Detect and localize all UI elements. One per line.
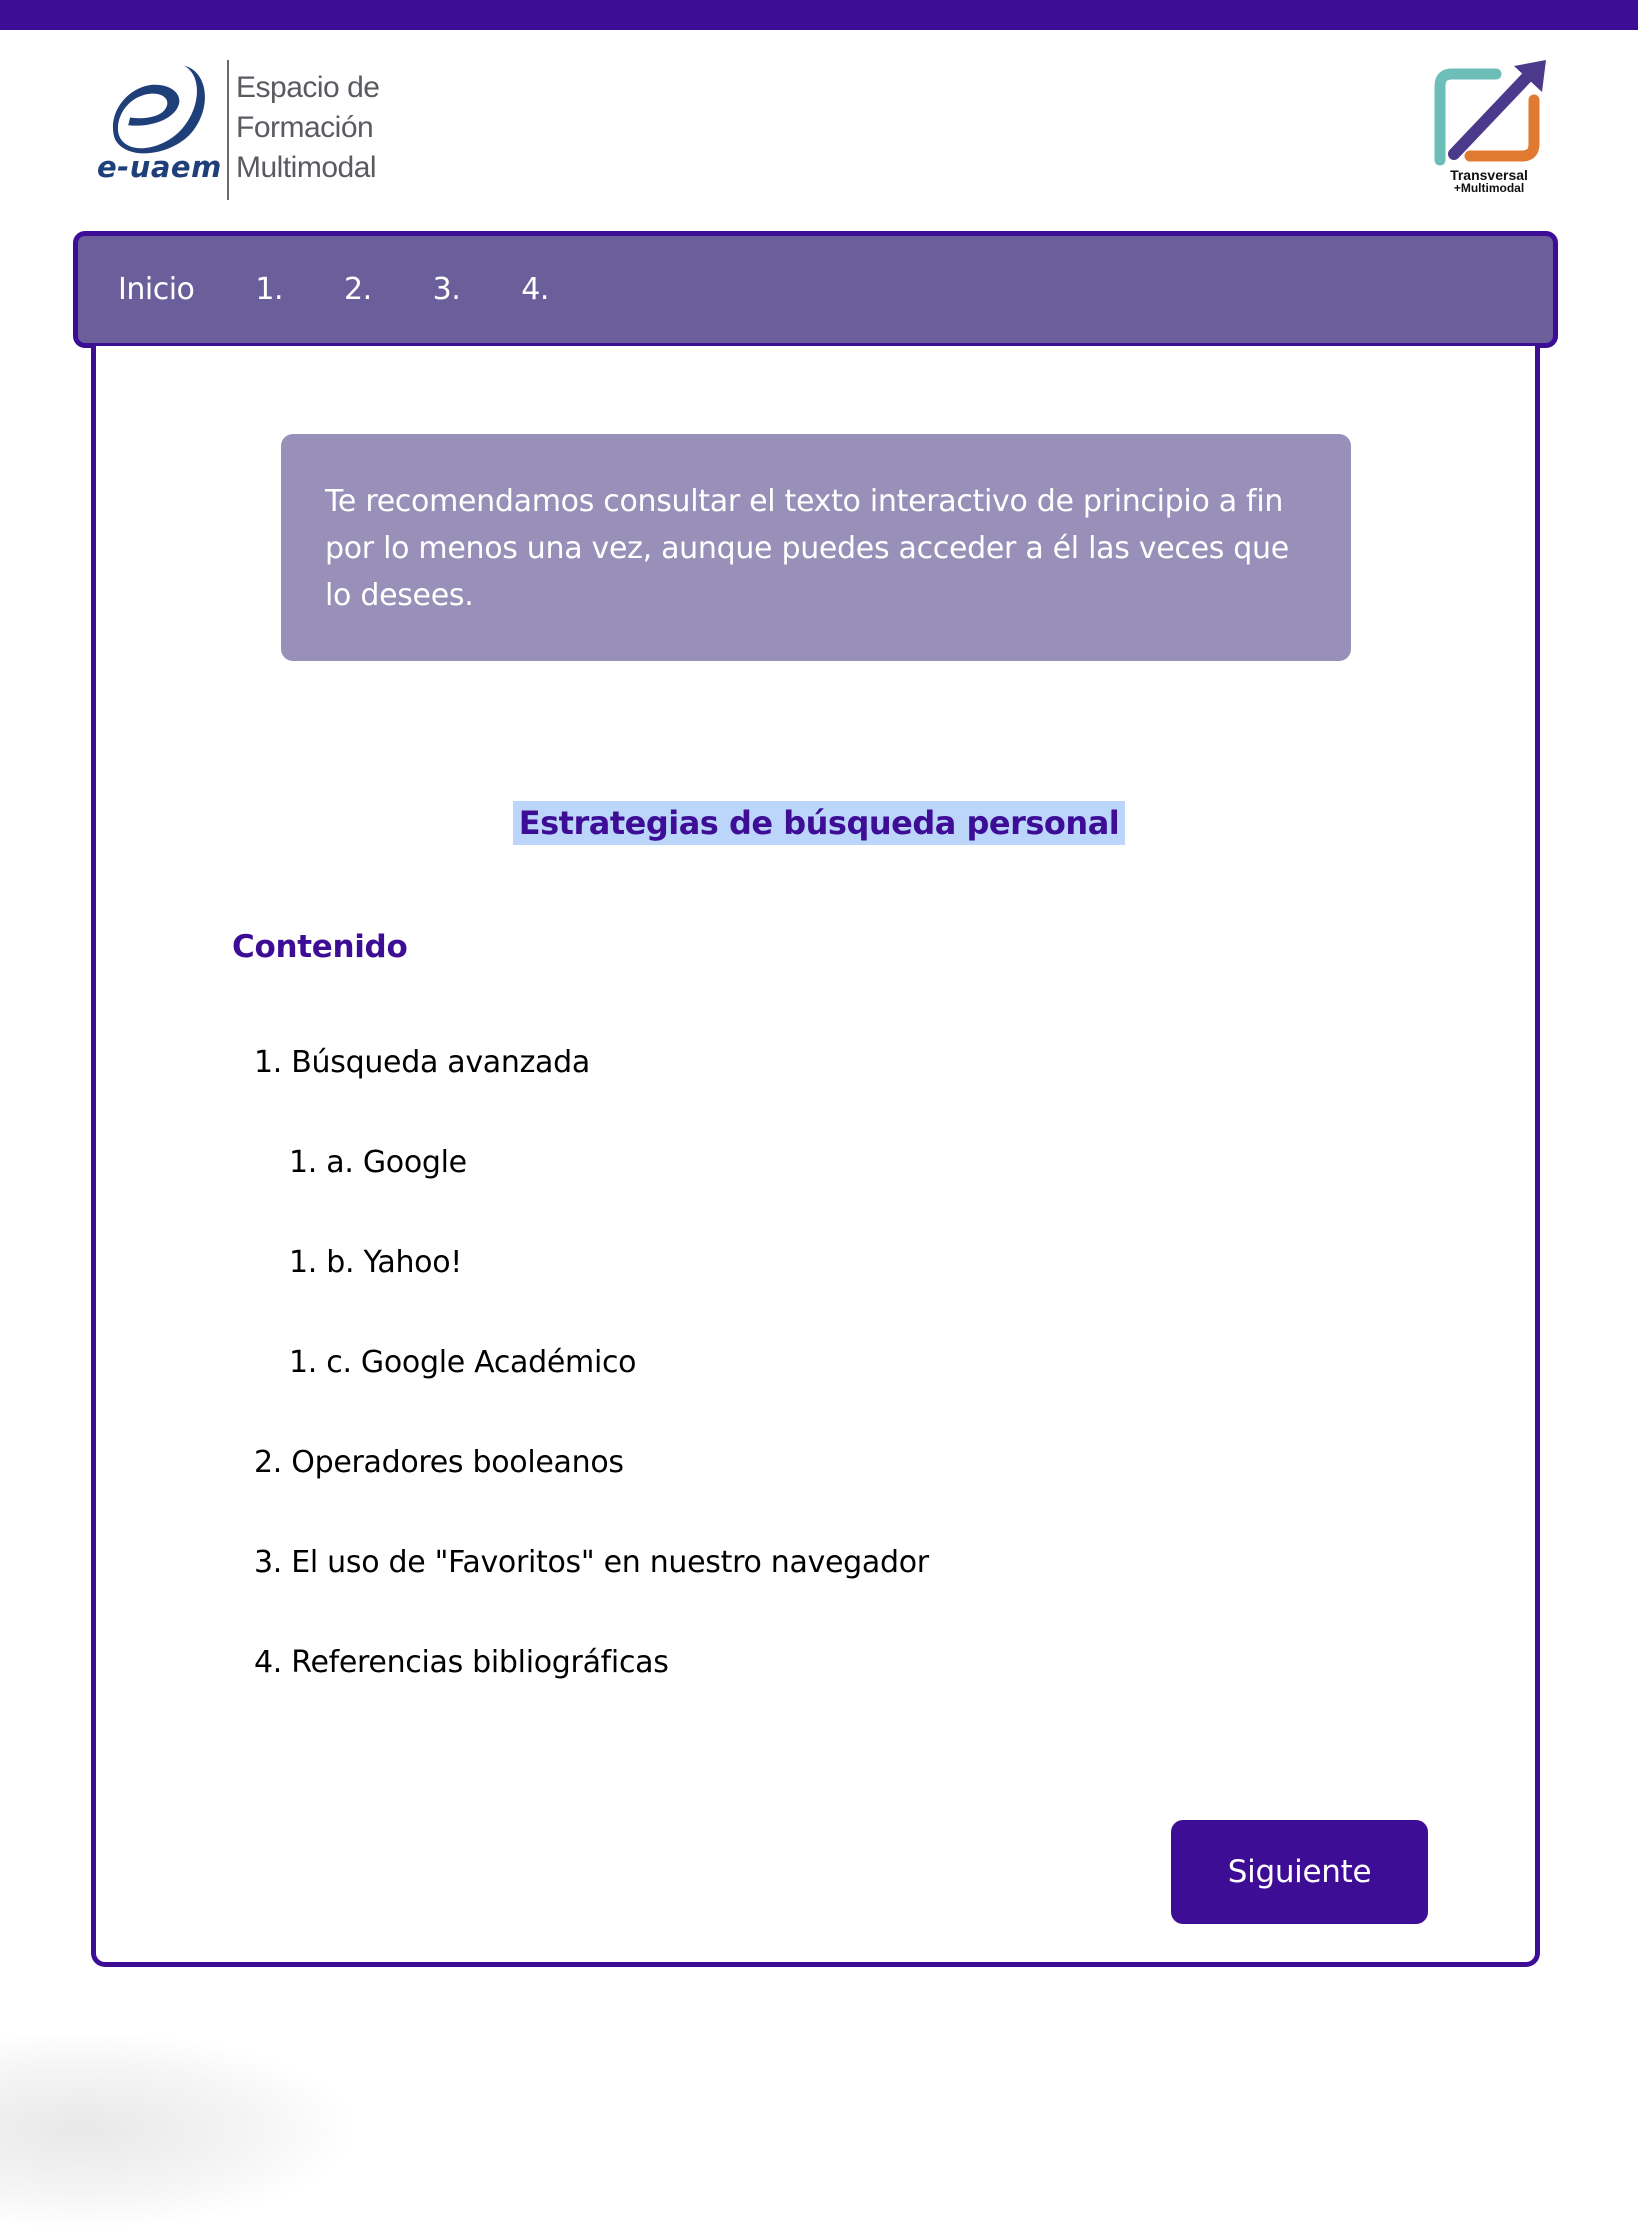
- e-uaem-wordmark: e-uaem: [97, 150, 222, 184]
- nav-item-2[interactable]: 2.: [344, 272, 372, 307]
- nav-item-4[interactable]: 4.: [521, 272, 549, 307]
- logo-line-3: Multimodal: [236, 151, 377, 184]
- title-container: [0, 801, 1638, 845]
- nav-item-1[interactable]: 1.: [255, 272, 284, 307]
- recommendation-notice: Te recomendamos consultar el texto interactivo de principio a fin por lo menos una vez, aunque puedes acceder a él las veces que lo desees.: [281, 434, 1351, 661]
- transversal-multimodal-logo[interactable]: [1430, 56, 1560, 201]
- toc-item-referencias[interactable]: 4. Referencias bibliográficas: [254, 1645, 669, 1680]
- logo-transversal-text: Transversal: [1450, 167, 1528, 183]
- transversal-arrow-icon: [1430, 56, 1550, 168]
- next-button[interactable]: Siguiente: [1171, 1820, 1428, 1924]
- section-nav: [73, 231, 1558, 348]
- logo-line-1: Espacio de: [236, 71, 380, 104]
- toc-item-busqueda-avanzada[interactable]: 1. Búsqueda avanzada: [254, 1045, 590, 1080]
- corner-shadow: [0, 2030, 360, 2230]
- toc-item-operadores-booleanos[interactable]: 2. Operadores booleanos: [254, 1445, 624, 1480]
- toc-item-google-academico[interactable]: 1. c. Google Académico: [289, 1345, 637, 1380]
- e-uaem-logo[interactable]: [97, 58, 387, 203]
- contents-heading: Contenido: [232, 929, 408, 965]
- toc-item-yahoo[interactable]: 1. b. Yahoo!: [289, 1245, 463, 1280]
- nav-item-3[interactable]: 3.: [432, 272, 461, 307]
- toc-item-favoritos[interactable]: 3. El uso de "Favoritos" en nuestro navegador: [254, 1545, 929, 1580]
- page-title: Estrategias de búsqueda personal: [513, 801, 1126, 845]
- nav-item-inicio[interactable]: Inicio: [118, 272, 195, 307]
- top-bar: [0, 0, 1638, 30]
- toc-item-google[interactable]: 1. a. Google: [289, 1145, 467, 1180]
- logo-line-2: Formación: [236, 111, 374, 144]
- logo-multimodal-text: +Multimodal: [1453, 181, 1525, 195]
- logo-text: [236, 68, 379, 188]
- e-uaem-swirl-icon: [109, 58, 205, 154]
- logo-divider: [227, 60, 229, 200]
